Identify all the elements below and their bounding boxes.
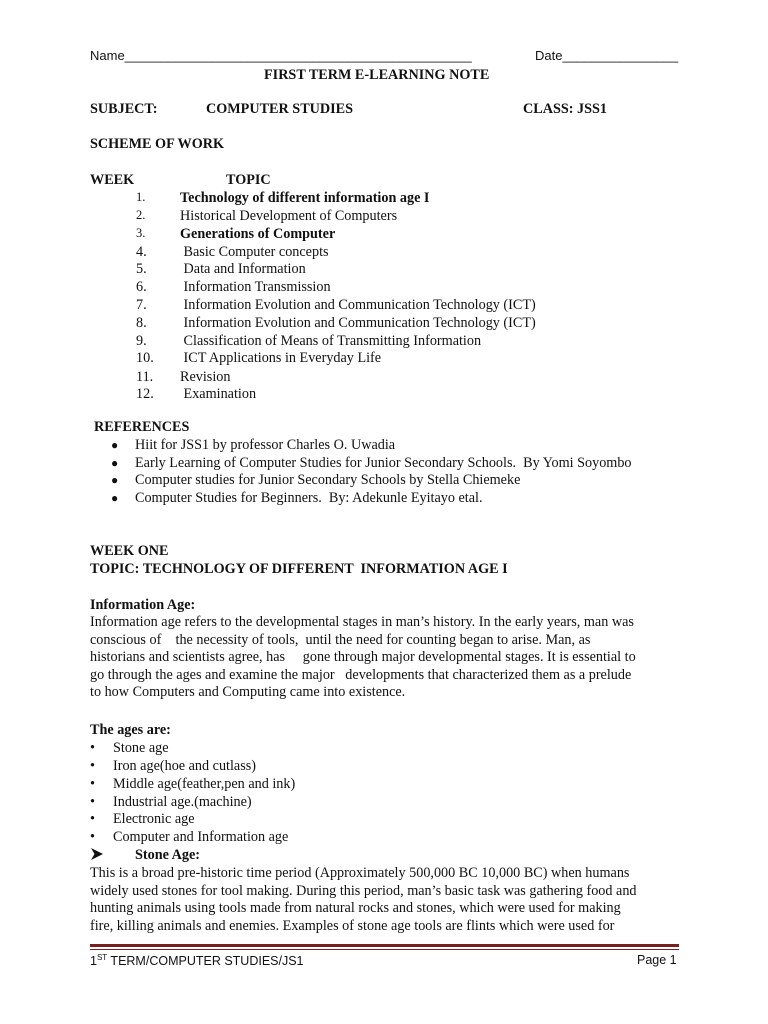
scheme-week-number: 2. xyxy=(136,208,146,222)
scheme-topic: Technology of different information age I xyxy=(180,190,430,206)
paragraph-line: This is a broad pre-historic time period (Approximately 500,000 BC 10,000 BC) when humans xyxy=(90,865,630,881)
scheme-topic: Historical Development of Computers xyxy=(180,208,398,224)
paragraph-line: Information age refers to the developmental stages in man’s history. In the early years, man was xyxy=(90,614,634,630)
paragraph-line: conscious of the necessity of tools, until the need for counting began to arise. Man, as xyxy=(90,631,591,648)
age-item: Industrial age.(machine) xyxy=(113,794,252,810)
bullet-icon: ● xyxy=(111,456,119,470)
reference-item: Early Learning of Computer Studies for Junior Secondary Schools. By Yomi Soyombo xyxy=(135,455,632,471)
stone-age-heading: Stone Age: xyxy=(135,847,201,863)
references-heading: REFERENCES xyxy=(94,419,190,435)
age-item: Electronic age xyxy=(113,811,195,827)
scheme-week-number: 7. xyxy=(136,297,147,313)
age-item: Stone age xyxy=(113,740,169,756)
scheme-week-number: 3. xyxy=(136,226,146,240)
scheme-week-number: 10. xyxy=(136,350,154,366)
subject-value: COMPUTER STUDIES xyxy=(206,101,354,117)
footer-term-number: 1 xyxy=(90,954,97,969)
age-item: Iron age(hoe and cutlass) xyxy=(113,758,256,774)
week-column-header: WEEK xyxy=(90,172,135,188)
scheme-week-number: 5. xyxy=(136,261,147,277)
week-one-heading: WEEK ONE xyxy=(90,543,169,559)
ages-heading: The ages are: xyxy=(90,722,171,738)
scheme-topic: Information Evolution and Communication Technology (ICT) xyxy=(180,315,536,331)
footer-rule-thick xyxy=(90,944,679,947)
class-label: CLASS: JSS1 xyxy=(523,101,607,117)
scheme-topic: ICT Applications in Everyday Life xyxy=(180,350,382,366)
scheme-topic: Basic Computer concepts xyxy=(180,244,329,260)
paragraph-line: historians and scientists agree, has gone through major developmental stages. It is essential to xyxy=(90,649,636,666)
scheme-week-number: 1. xyxy=(136,190,146,204)
bullet-icon: ● xyxy=(111,438,119,452)
footer-course-label: TERM/COMPUTER STUDIES/JS1 xyxy=(107,954,304,969)
footer-term-suffix: ST xyxy=(96,953,108,962)
reference-item: Computer Studies for Beginners. By: Adekunle Eyitayo etal. xyxy=(135,490,483,506)
arrow-bullet-icon xyxy=(90,847,104,866)
week-one-topic: TOPIC: TECHNOLOGY OF DIFFERENT INFORMATION AGE I xyxy=(90,561,508,577)
scheme-heading: SCHEME OF WORK xyxy=(90,136,225,152)
page-title: FIRST TERM E-LEARNING NOTE xyxy=(264,67,490,83)
scheme-week-number: 11. xyxy=(136,369,154,385)
footer-left xyxy=(90,953,304,968)
bullet-icon: • xyxy=(90,740,95,756)
footer-page-number: Page 1 xyxy=(637,953,677,967)
stone-age-paragraph xyxy=(90,865,680,935)
bullet-icon: • xyxy=(90,776,95,792)
scheme-week-number: 12. xyxy=(136,386,154,402)
info-age-heading: Information Age: xyxy=(90,597,196,613)
date-field-label: Date________________ xyxy=(535,48,679,63)
reference-item: Hiit for JSS1 by professor Charles O. Uwadia xyxy=(135,437,396,453)
reference-item: Computer studies for Junior Secondary Schools by Stella Chiemeke xyxy=(135,472,521,488)
bullet-icon: • xyxy=(90,829,95,845)
info-age-paragraph xyxy=(90,614,680,702)
scheme-topic: Data and Information xyxy=(180,261,306,277)
paragraph-line: fire, killing animals and enemies. Examples of stone age tools are flints which were used for xyxy=(90,917,615,934)
topic-column-header: TOPIC xyxy=(226,172,271,188)
age-item: Computer and Information age xyxy=(113,829,289,845)
scheme-topic: Examination xyxy=(180,386,257,402)
footer-rule-thin xyxy=(90,949,679,950)
bullet-icon: • xyxy=(90,794,95,810)
subject-label: SUBJECT: xyxy=(90,101,158,117)
scheme-topic: Classification of Means of Transmitting Information xyxy=(180,333,482,349)
paragraph-line: hunting animals using tools made from natural rocks and stones, which were used for making xyxy=(90,900,621,917)
bullet-icon: ● xyxy=(111,473,119,487)
paragraph-line: widely used stones for tool making. During this period, man’s basic task was gathering food and xyxy=(90,882,637,899)
scheme-week-number: 4. xyxy=(136,244,147,260)
scheme-week-number: 8. xyxy=(136,315,147,331)
scheme-topic: Information Transmission xyxy=(180,279,331,295)
scheme-topic: Generations of Computer xyxy=(180,226,336,242)
paragraph-line: to how Computers and Computing came into existence. xyxy=(90,684,406,701)
paragraph-line: go through the ages and examine the major developments that characterized them as a prelude xyxy=(90,666,632,683)
bullet-icon: • xyxy=(90,758,95,774)
name-field-label: Name________________________________________________ xyxy=(90,48,472,63)
scheme-topic: Information Evolution and Communication Technology (ICT) xyxy=(180,297,536,313)
scheme-week-number: 9. xyxy=(136,333,147,349)
bullet-icon: • xyxy=(90,811,95,827)
scheme-topic: Revision xyxy=(180,369,231,385)
age-item: Middle age(feather,pen and ink) xyxy=(113,776,296,792)
bullet-icon: ● xyxy=(111,491,119,505)
scheme-week-number: 6. xyxy=(136,279,147,295)
